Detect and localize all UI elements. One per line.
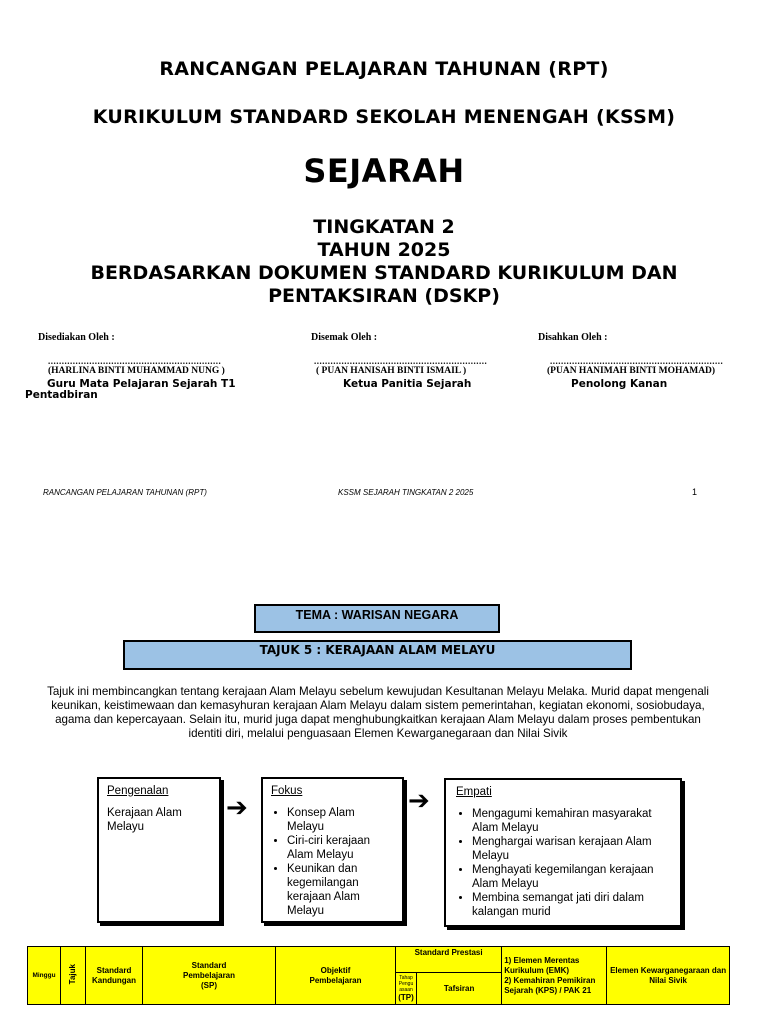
title-subject: SEJARAH <box>303 152 465 190</box>
right-arrow-icon: ➔ <box>226 793 248 823</box>
tajuk-text: TAJUK 5 : KERAJAAN ALAM MELAYU <box>259 643 496 657</box>
col-tajuk-label: Tajuk <box>68 963 77 985</box>
col-objektif <box>276 947 396 1005</box>
objektif-line-1: Objektif <box>320 965 351 975</box>
title-year: TAHUN 2025 <box>317 239 451 261</box>
sig-role-approved: Penolong Kanan <box>571 378 668 390</box>
col-tajuk <box>61 947 86 1005</box>
sp-line-1: Standard <box>191 960 227 970</box>
col-standard-pembelajaran <box>143 947 276 1005</box>
objektif-line-2: Pembelajaran <box>309 975 362 985</box>
title-form: TINGKATAN 2 <box>313 216 455 238</box>
title-basis: BERDASARKAN DOKUMEN STANDARD KURIKULUM DAN PENTAKSIRAN (DSKP) <box>90 262 678 307</box>
list-item: • Menghargai warisan kerajaan Alam Melayu <box>472 835 670 863</box>
footer-center: KSSM SEJARAH TINGKATAN 2 2025 <box>338 488 474 497</box>
sp-line-3: (SP) <box>201 980 217 990</box>
sig-line-prepared: ............................................................... <box>48 356 222 366</box>
list-item: • Ciri-ciri kerajaan Alam Melayu <box>287 834 394 862</box>
sig-role2-prepared: Pentadbiran <box>25 389 98 401</box>
pengenalan-title: Pengenalan <box>107 785 169 797</box>
list-item: • Konsep Alam Melayu <box>287 806 394 834</box>
rpt-header-table <box>27 946 730 1005</box>
sig-name-checked: ( PUAN HANISAH BINTI ISMAIL ) <box>316 366 467 376</box>
pengenalan-text: Kerajaan Alam Melayu <box>107 807 182 833</box>
pengenalan-box <box>97 777 221 923</box>
col-standard-kandungan: Standard Kandungan <box>86 947 143 1005</box>
title-kssm: KURIKULUM STANDARD SEKOLAH MENENGAH (KSSM) <box>92 106 676 128</box>
list-item: • Keunikan dan kegemilangan kerajaan Alam Melayu <box>287 862 394 918</box>
fokus-box <box>261 777 404 923</box>
list-item: • Membina semangat jati diri dalam kalangan murid <box>472 891 670 919</box>
tajuk-banner <box>123 640 632 670</box>
sig-name-prepared: (HARLINA BINTI MUHAMMAD NUNG ) <box>48 366 225 376</box>
footer-left: RANCANGAN PELAJARAN TAHUNAN (RPT) <box>43 488 207 497</box>
emk-line-2: 2) Kemahiran Pemikiran Sejarah (KPS) / PAK 21 <box>504 975 596 995</box>
col-minggu: Minggu <box>28 947 61 1005</box>
tp-label: (TP) <box>398 992 414 1002</box>
emk-line-1: 1) Elemen Merentas Kurikulum (EMK) <box>504 955 580 975</box>
tema-text: TEMA : WARISAN NEGARA <box>295 608 459 622</box>
sig-line-checked: ............................................................... <box>314 356 488 366</box>
sig-role-prepared: Guru Mata Pelajaran Sejarah T1 <box>47 378 236 390</box>
ekns-line-1: Elemen Kewarganegaraan dan <box>610 965 727 975</box>
col-tafsiran: Tafsiran <box>417 973 502 1005</box>
col-standard-prestasi: Standard Prestasi <box>396 947 502 973</box>
col-tp <box>396 973 417 1005</box>
intro-paragraph: Tajuk ini membincangkan tentang kerajaan Alam Melayu sebelum kewujudan Kesultanan Melayu Melaka. Murid dapat mengenali keunikan, keistimewaan dan kemasyhuran kerajaan Alam Melayu dalam sistem pemerintahan, kegiatan ekonomi, sosiobudaya, agama dan kepercayaan. Selain itu, murid juga dapat menghubungkaitkan kerajaan Alam Melayu dalam proses pembentukan identiti diri, melalui penguasaan Elemen Kewarganegaraan dan Nilai Sivik <box>47 685 709 740</box>
col-ekns <box>607 947 730 1005</box>
empati-title: Empati <box>456 786 492 798</box>
sig-caption-checked: Disemak Oleh : <box>311 332 378 343</box>
sig-caption-prepared: Disediakan Oleh : <box>38 332 115 343</box>
ekns-line-2: Nilai Sivik <box>649 975 687 985</box>
empati-box <box>444 778 682 927</box>
list-item: • Menghayati kegemilangan kerajaan Alam Melayu <box>472 863 670 891</box>
sig-caption-approved: Disahkan Oleh : <box>538 332 608 343</box>
tema-banner <box>254 604 500 633</box>
empati-list <box>456 807 670 919</box>
fokus-title: Fokus <box>271 785 303 797</box>
col-emk <box>502 947 607 1005</box>
sig-line-approved: ............................................................... <box>550 356 724 366</box>
page-number: 1 <box>692 487 698 497</box>
sp-line-2: Pembelajaran <box>182 970 236 980</box>
right-arrow-icon: ➔ <box>408 786 430 816</box>
sig-role-checked: Ketua Panitia Sejarah <box>343 378 472 390</box>
fokus-list <box>271 806 394 918</box>
list-item: • Mengagumi kemahiran masyarakat Alam Melayu <box>472 807 670 835</box>
sig-name-approved: (PUAN HANIMAH BINTI MOHAMAD) <box>547 366 716 376</box>
tp-small-label: Tahap Pengu asaan <box>398 974 414 993</box>
title-rpt: RANCANGAN PELAJARAN TAHUNAN (RPT) <box>159 58 609 80</box>
